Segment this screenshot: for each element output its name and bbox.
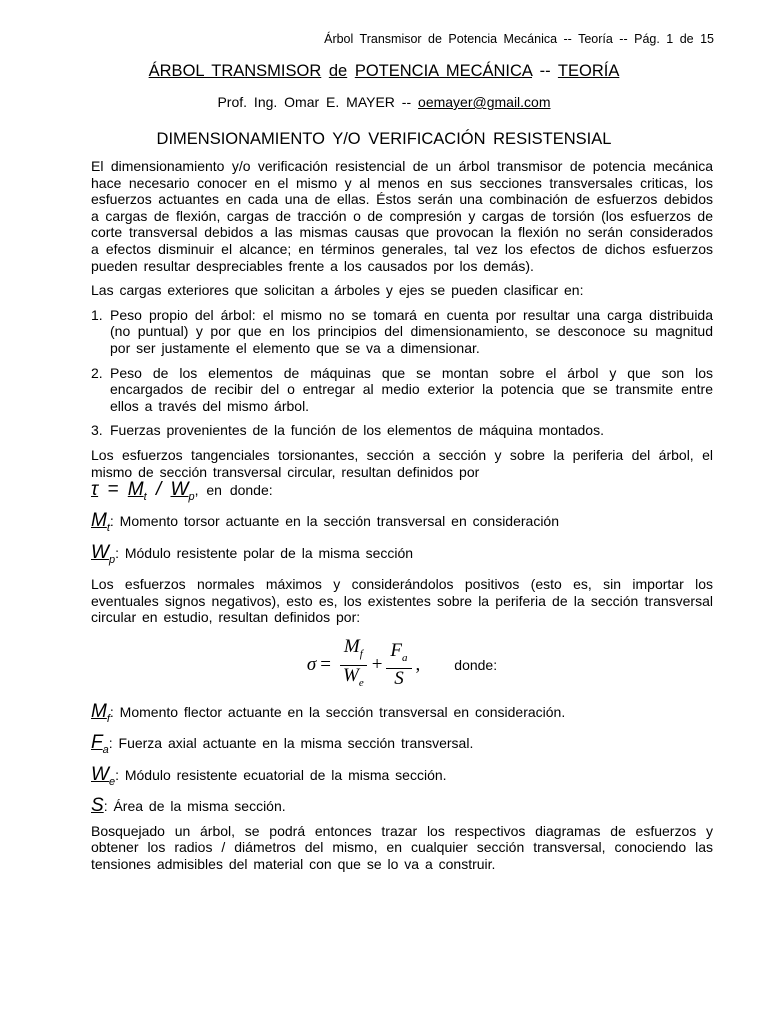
def-symbol: $F_a$ [91, 732, 109, 757]
title-part3: POTENCIA MECÁNICA [354, 62, 533, 80]
title-part4: TEORÍA [557, 62, 620, 80]
list-item-text: Peso propio del árbol: el mismo no se tomará en cuenta por resultar una carga distribuida (no puntual) y por que en los principios del dimensionamiento, se desconoce su magnitud por ser justamente el elemento que se va a dimensionar. [110, 306, 713, 356]
list-item-text: Peso de los elementos de máquinas que se montan sobre el árbol y que son los encargados de recibir del o entregar al medio exterior la potencia que se transmite entre ellos a través del mismo árbol. [110, 364, 713, 414]
definition-mt [91, 510, 713, 536]
title-separator: -- [539, 62, 551, 80]
sigma-formula [91, 634, 713, 696]
paragraph-conclusion: Bosquejado un árbol, se podrá entonces trazar los respectivos diagramas de esfuerzos y obtener los radios / diámetros del mismo, en cualquier sección transversal, conociendo las tensiones admisibles del material con que se lo va a construir. [91, 822, 713, 872]
definition-we [91, 763, 713, 790]
sigma-equals: = [320, 653, 331, 675]
def-text: : Momento flector actuante en la sección transversal en consideración. [109, 704, 566, 721]
author-name: Prof. Ing. Omar E. MAYER -- [217, 94, 412, 110]
sigma-symbol: σ [306, 653, 317, 675]
definition-wp [91, 541, 713, 568]
def-text: : Módulo resistente polar de la misma sección [115, 544, 414, 561]
wp-symbol: $W_p$ [170, 479, 195, 503]
paragraph-intro: El dimensionamiento y/o verificación resistencial de un árbol transmisor de potencia mecánica hace necesario conocer en el mismo y al menos en sus secciones transversales criticas, los esfuerzos actuantes en cada una de ellas. Éstos serán una combinación de esfuerzos debidos a cargas de flexión, cargas de tracción o de compresión y cargas de torsión (los esfuerzos de corte transversal debidos a las mismas causas que provocan la flexión no serán considerados a efectos disminuir el alcance; en términos generales, tal vez los efectos de dichos esfuerzos pueden resultar despreciables frente a los causados por los demás). [91, 158, 713, 274]
body-text [91, 158, 713, 881]
def-symbol: $W_p$ [91, 541, 116, 566]
def-text: : Módulo resistente ecuatorial de la misma sección. [115, 766, 447, 783]
definition-s [91, 795, 713, 817]
formula-comma: , [415, 653, 421, 675]
list-item-number: 3. [91, 422, 103, 439]
list-item [91, 307, 713, 357]
def-text: : Momento torsor actuante en la sección transversal en consideración [109, 513, 560, 530]
def-symbol: $M_t$ [91, 510, 110, 535]
tau-tail: , en donde: [194, 482, 273, 499]
mt-symbol: $M_t$ [127, 479, 147, 503]
paragraph-torsion: Los esfuerzos tangenciales torsionantes, sección a sección y sobre la periferia del árbol, el mismo de sección transversal circular, resultan definidos por [91, 446, 713, 480]
tau-symbol: τ [91, 479, 99, 501]
title-part2: de [328, 62, 348, 80]
author-line [0, 94, 768, 110]
def-symbol: $W_e$ [91, 763, 116, 788]
tau-slash: / [155, 479, 162, 501]
page-title [0, 62, 768, 81]
list-item-text: Fuerzas provenientes de la función de los elementos de máquina montados. [110, 422, 604, 439]
list-item-number: 2. [91, 364, 103, 381]
def-text: : Fuerza axial actuante en la misma sección transversal. [108, 735, 474, 752]
plus-sign: + [371, 653, 383, 675]
definition-fa [91, 732, 713, 758]
title-part1: ÁRBOL TRANSMISOR [148, 62, 322, 80]
list-item [91, 422, 713, 439]
def-symbol: $M_f$ [91, 701, 110, 725]
section-title: DIMENSIONAMIENTO Y/O VERIFICACIÓN RESISTENSIAL [156, 130, 612, 148]
sigma-expression [306, 636, 498, 691]
list-item [91, 365, 713, 415]
fraction-axial: $\frac{F_a}{S}$ [386, 643, 411, 688]
formula-donde: donde: [454, 656, 498, 673]
fraction-bending: $\frac{M_f}{W_e}$ [339, 639, 368, 691]
tau-equals: = [107, 479, 119, 501]
list-item-number: 1. [91, 306, 103, 323]
tau-formula [91, 479, 713, 505]
definition-mf [91, 701, 713, 727]
def-text: : Área de la misma sección. [103, 798, 286, 815]
paragraph-loads: Las cargas exteriores que solicitan a árboles y ejes se pueden clasificar en: [91, 282, 584, 299]
paragraph-normal-stress: Los esfuerzos normales máximos y considerándolos positivos (esto es, sin importar los eventuales signos negativos), esto es, los existentes sobre la periferia de la sección transversal circular en estudio, resultan definidos por: [91, 576, 713, 626]
author-email-link[interactable]: oemayer@gmail.com [418, 94, 551, 110]
running-header: Árbol Transmisor de Potencia Mecánica -- Teoría -- Pág. 1 de 15 [324, 32, 714, 46]
def-symbol: S [91, 795, 104, 817]
